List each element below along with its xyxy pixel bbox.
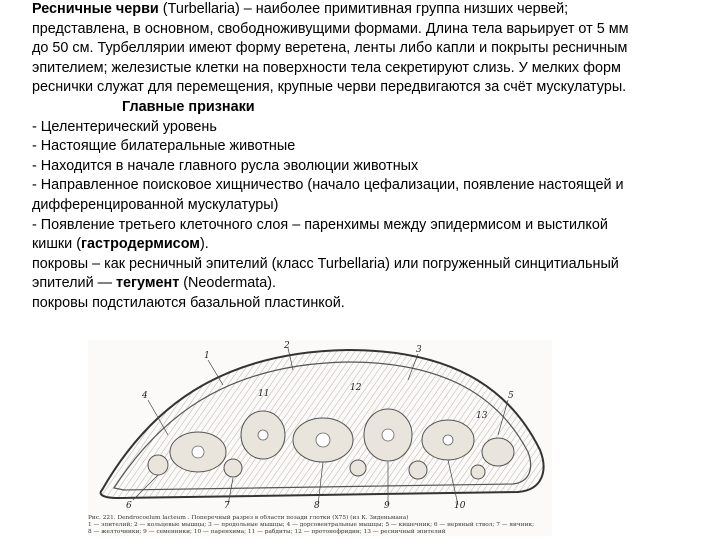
feature-item: - Настоящие билатеральные животные [32, 138, 296, 155]
fig-number: 4 [142, 391, 148, 401]
intro-line-3: до 50 см. Турбеллярии имеют форму веретена, ленты либо капли и покрыты ресничным [32, 40, 628, 57]
fig-number: 6 [126, 501, 132, 510]
cover-line-1: покровы – как ресничный эпителий (класс Turbellaria) или погруженный синцитиальный [32, 255, 619, 272]
intro-line-2: представлена, в основном, свободноживущими формами. Длина тела варьирует от 5 мм [32, 20, 629, 37]
fig-number: 7 [224, 501, 230, 510]
cover-line-3: покровы подстилаются базальной пластинкой. [32, 294, 345, 311]
gut-term: гастродермисом [81, 236, 200, 253]
feature-item: - Появление третьего клеточного слоя – паренхимы между эпидермисом и выстилкой [32, 216, 608, 233]
fig-number: 11 [258, 389, 270, 399]
cover-line2-post: (Neodermata). [179, 275, 277, 292]
gut-line-pre: кишки ( [32, 236, 82, 253]
worm-illustration [88, 340, 552, 510]
fig-number: 9 [384, 501, 390, 510]
caption-line: Рис. 221. Dendrocoelum lacteum . Поперечный разрез в области позади глотки (X75) (из К. Зиденьмана) [88, 515, 409, 521]
figure-caption [88, 515, 552, 536]
fig-number: 2 [284, 341, 290, 351]
gut-line-post: ). [199, 236, 209, 253]
cover-line2-pre: эпителий — [32, 275, 116, 292]
intro-line-5: реснички служат для перемещения, крупные черви передвигаются за счёт мускулатуры. [32, 79, 627, 96]
fig-number: 13 [476, 411, 488, 421]
feature-item: дифференцированной мускулатуры) [32, 196, 279, 213]
fig-number: 8 [314, 501, 320, 510]
fig-number: 3 [416, 345, 422, 355]
heading-term: Ресничные черви [32, 1, 159, 17]
cross-section-figure [88, 340, 552, 536]
fig-number: 5 [508, 391, 514, 401]
gut-line [32, 235, 712, 255]
fig-number: 12 [350, 383, 362, 393]
features-title [32, 98, 712, 118]
feature-item: - Целентерический уровень [32, 118, 217, 135]
tegument-term: тегумент [116, 275, 180, 292]
intro-text: (Turbellaria) – наиболее примитивная группа низших червей; [158, 1, 569, 17]
text-content [32, 0, 712, 314]
fig-number: 10 [454, 501, 466, 510]
intro-line-4: эпителием; железистые клетки на поверхности тела секретируют слизь. У мелких форм [32, 59, 621, 76]
fig-number: 1 [204, 351, 210, 361]
features-title-text: Главные признаки [122, 98, 255, 115]
caption-line: 1 — эпителий; 2 — кольцевые мышцы; 3 — продольные мышцы; 4 — дорсовентральные мышцы; 5 — кишечник; 6 — нервный ствол; 7 — яичник; [88, 522, 535, 528]
intro-line-1 [32, 0, 712, 20]
feature-item: - Направленное поисковое хищничество (начало цефализации, появление настоящей и [32, 177, 624, 194]
caption-line: 8 — желточники; 9 — семенники; 10 — паренхима; 11 — рабдиты; 12 — протонефридии; 13 — ресничный эпителий [88, 529, 446, 535]
feature-item: - Находится в начале главного русла эволюции животных [32, 157, 419, 174]
cover-line-2 [32, 274, 712, 294]
